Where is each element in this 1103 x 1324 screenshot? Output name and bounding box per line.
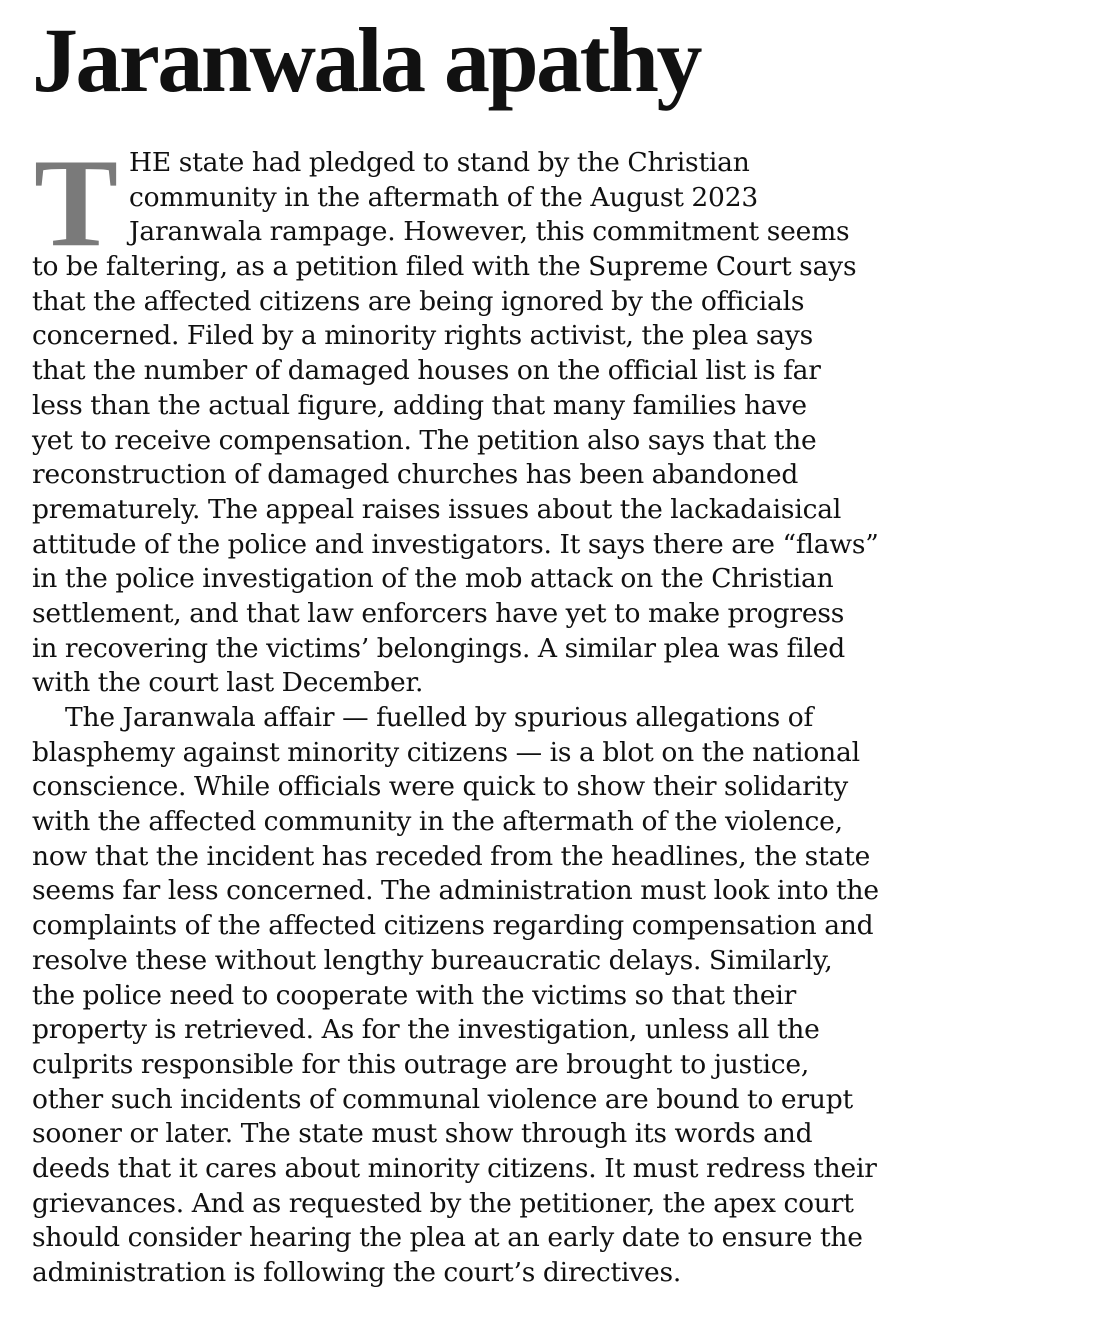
text-line: now that the incident has receded from the headlines, the state	[32, 840, 871, 872]
paragraph-2	[32, 701, 1077, 1291]
text-line: deeds that it cares about minority citizens. It must redress their	[32, 1152, 877, 1184]
text-line: with the affected community in the aftermath of the violence,	[32, 806, 843, 838]
text-line: The Jaranwala affair — fuelled by spurious allegations of	[65, 702, 814, 733]
text-line: prematurely. The appeal raises issues about the lackadaisical	[32, 493, 842, 525]
text-line: in the police investigation of the mob attack on the Christian	[32, 563, 834, 595]
text-line: attitude of the police and investigators. It says there are “flaws”	[32, 528, 879, 560]
editorial-article	[32, 9, 1077, 1291]
text-line: blasphemy against minority citizens — is a blot on the national	[32, 736, 860, 768]
text-line: property is retrieved. As for the investigation, unless all the	[32, 1014, 820, 1046]
text-line: reconstruction of damaged churches has been abandoned	[32, 459, 799, 491]
text-line: grievances. And as requested by the petitioner, the apex court	[32, 1187, 854, 1219]
text-line: seems far less concerned. The administration must look into the	[32, 875, 879, 907]
text-line: the police need to cooperate with the victims so that their	[32, 979, 797, 1011]
text-line: administration is following the court’s directives.	[32, 1257, 682, 1288]
article-body	[32, 146, 1077, 1291]
text-line: resolve these without lengthy bureaucratic delays. Similarly,	[32, 944, 833, 976]
headline: Jaranwala apathy	[32, 9, 700, 111]
text-line: with the court last December.	[32, 667, 424, 699]
text-line: yet to receive compensation. The petition also says that the	[32, 424, 817, 456]
text-line: concerned. Filed by a minority rights activist, the plea says	[32, 320, 814, 352]
text-line: conscience. While officials were quick to show their solidarity	[32, 771, 849, 803]
text-line: settlement, and that law enforcers have yet to make progress	[32, 597, 845, 629]
text-line: complaints of the affected citizens regarding compensation and	[32, 910, 874, 942]
drop-cap: T	[34, 134, 119, 273]
text-line: community in the aftermath of the August 2023	[129, 181, 759, 213]
text-line: that the number of damaged houses on the official list is far	[32, 355, 821, 387]
text-line: culprits responsible for this outrage are brought to justice,	[32, 1048, 810, 1080]
text-line: other such incidents of communal violence are bound to erupt	[32, 1083, 853, 1115]
text-line: less than the actual figure, adding that many families have	[32, 389, 807, 421]
text-line: sooner or later. The state must show through its words and	[32, 1118, 813, 1150]
text-line: to be faltering, as a petition filed with the Supreme Court says	[32, 251, 857, 283]
text-line: in recovering the victims’ belongings. A similar plea was filed	[32, 632, 845, 664]
paragraph-1	[32, 146, 1077, 701]
text-line: HE state had pledged to stand by the Christian	[129, 147, 750, 178]
text-line: should consider hearing the plea at an early date to ensure the	[32, 1222, 863, 1254]
text-line: Jaranwala rampage. However, this commitment seems	[129, 216, 850, 248]
text-line: that the affected citizens are being ignored by the officials	[32, 285, 805, 317]
